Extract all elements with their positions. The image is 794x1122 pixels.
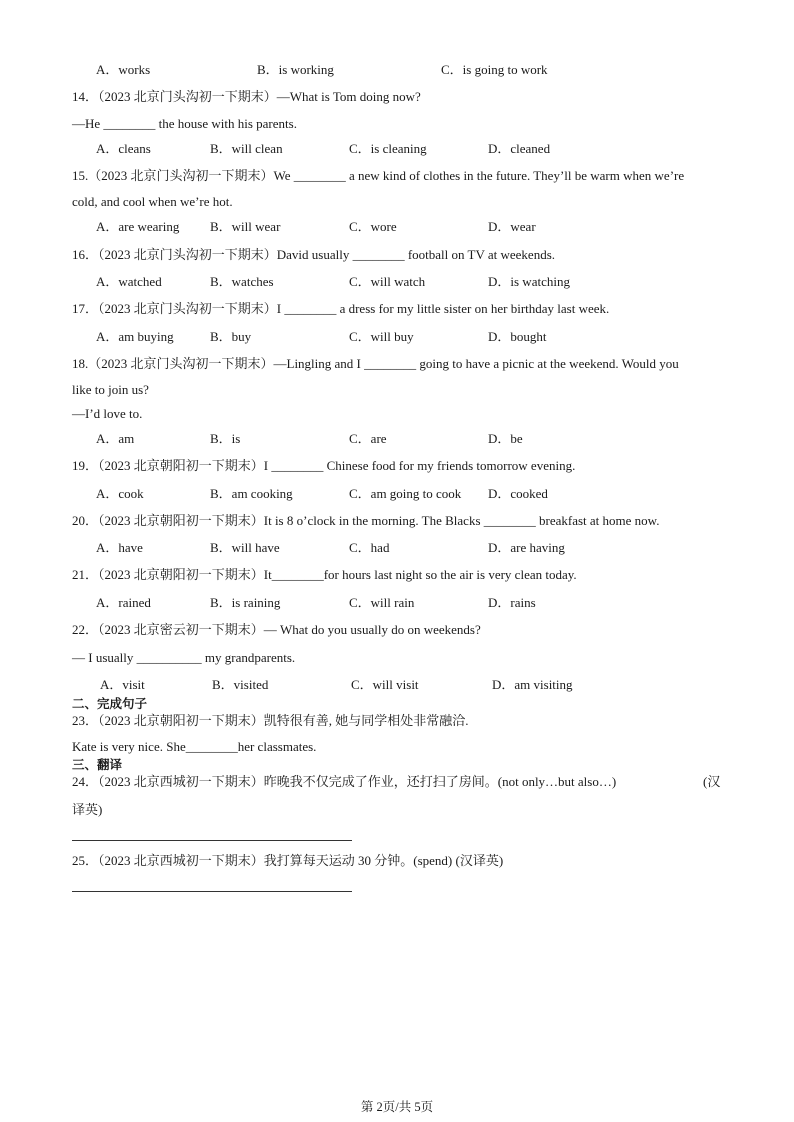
section-2-heading: 二、完成句子 [72,696,148,711]
q16-option-a: A．watched [96,274,162,289]
q23-stem: 23．（2023 北京朝阳初一下期末）凯特很有善, 她与同学相处非常融洽. [72,713,469,728]
q24-answer-line[interactable] [72,840,352,841]
q17-option-c: C．will buy [349,329,414,344]
q16-option-d: D．is watching [488,274,570,289]
q21-stem: 21．（2023 北京朝阳初一下期末）It________for hours last night so the air is very clean today. [72,567,577,582]
q19-option-a: A．cook [96,486,144,501]
q20-option-c: C．had [349,540,390,555]
q23-line2: Kate is very nice. She________her classmates. [72,739,317,754]
q20-option-d: D．are having [488,540,565,555]
q21-option-b: B．is raining [210,595,281,610]
q24-stem: 24．（2023 北京西城初一下期末）昨晚我不仅完成了作业，还打扫了房间。(not only…but also…) [72,774,617,789]
q17-stem: 17．（2023 北京门头沟初一下期末）I ________ a dress for my little sister on her birthday last week. [72,301,610,316]
section-3-heading: 三、翻译 [72,757,123,772]
q18-stem: 18.（2023 北京门头沟初一下期末）—Lingling and I ________ going to have a picnic at the weekend. Would you [72,356,679,371]
q25-answer-line[interactable] [72,891,352,892]
q19-option-b: B．am cooking [210,486,293,501]
q15-option-c: C．wore [349,219,397,234]
q15-stem: 15.（2023 北京门头沟初一下期末）We ________ a new kind of clothes in the future. They’ll be warm when we’re [72,168,685,183]
q22-option-b: B．visited [212,677,269,692]
q15-line2: cold, and cool when we’re hot. [72,194,233,209]
q22-option-c: C．will visit [351,677,419,692]
q15-option-b: B．will wear [210,219,281,234]
q18-option-b: B．is [210,431,241,446]
q13-option-c: C．is going to work [441,62,548,77]
q17-option-a: A．am buying [96,329,174,344]
q14-option-d: D．cleaned [488,141,551,156]
q19-option-d: D．cooked [488,486,548,501]
q14-option-c: C．is cleaning [349,141,427,156]
q14-option-b: B．will clean [210,141,283,156]
q14-line2: —He ________ the house with his parents. [72,116,297,131]
q20-stem: 20．（2023 北京朝阳初一下期末）It is 8 o’clock in the morning. The Blacks ________ breakfast at home now. [72,513,660,528]
q18-line3: —I’d love to. [72,406,143,421]
q16-option-c: C．will watch [349,274,426,289]
q21-option-c: C．will rain [349,595,415,610]
q20-option-a: A．have [96,540,143,555]
q15-option-a: A．are wearing [96,219,180,234]
q14-option-a: A．cleans [96,141,151,156]
q24-direction: (汉 [703,774,721,789]
q15-option-d: D．wear [488,219,536,234]
q22-line2: — I usually __________ my grandparents. [72,650,296,665]
q21-option-a: A．rained [96,595,151,610]
page-number: 第 2页/共 5页 [360,1100,434,1114]
q22-option-a: A．visit [100,677,145,692]
q18-option-d: D．be [488,431,523,446]
q16-option-b: B．watches [210,274,274,289]
q24-line2: 译英) [72,802,103,817]
q17-option-b: B．buy [210,329,252,344]
q17-option-d: D．bought [488,329,547,344]
q14-stem: 14．（2023 北京门头沟初一下期末）—What is Tom doing now? [72,89,421,104]
q25-stem: 25．（2023 北京西城初一下期末）我打算每天运动 30 分钟。(spend) (汉译英) [72,853,504,868]
q19-stem: 19．（2023 北京朝阳初一下期末）I ________ Chinese food for my friends tomorrow evening. [72,458,576,473]
q22-stem: 22．（2023 北京密云初一下期末）— What do you usually do on weekends? [72,622,481,637]
q22-option-d: D．am visiting [492,677,573,692]
q21-option-d: D．rains [488,595,536,610]
q19-option-c: C．am going to cook [349,486,462,501]
q18-option-a: A．am [96,431,135,446]
q18-line2: like to join us? [72,382,149,397]
q20-option-b: B．will have [210,540,280,555]
q16-stem: 16．（2023 北京门头沟初一下期末）David usually ________ football on TV at weekends. [72,247,556,262]
q18-option-c: C．are [349,431,387,446]
q13-option-b: B．is working [257,62,334,77]
q13-option-a: A．works [96,62,151,77]
